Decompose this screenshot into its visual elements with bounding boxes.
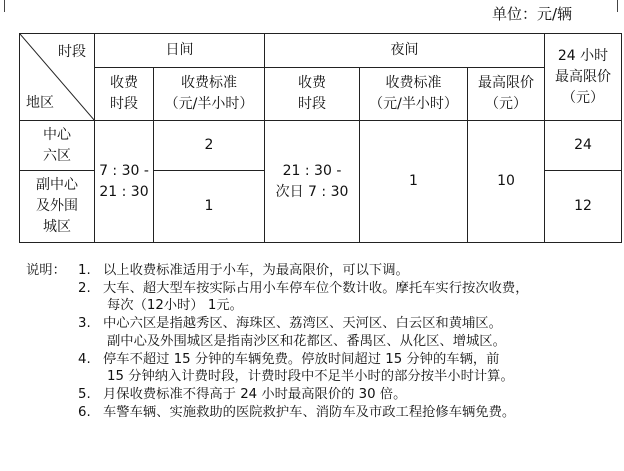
notes-section: [26, 262, 622, 421]
night-period-header-line: 收费: [298, 75, 326, 91]
note-item: [26, 386, 622, 404]
corner-region-label: 地区: [26, 95, 54, 111]
note-text: 车警车辆、实施救助的医院救护车、消防车及市政工程抢修车辆免费。: [103, 404, 516, 420]
region-outer: [20, 171, 95, 243]
region-outer-line: 副中心: [36, 177, 78, 193]
daily-cap-header-line: （元）: [562, 89, 604, 106]
note-item: [26, 351, 622, 369]
page-edge-mark-left: [4, 0, 5, 12]
note-number: 6.: [78, 404, 91, 420]
day-period-value: [95, 121, 154, 243]
note-text-continued: 副中心及外围城区是指南沙区和花都区、番禺区、从化区、增城区。: [107, 333, 506, 349]
note-number: 5.: [78, 386, 91, 402]
daily-cap-header: [545, 34, 622, 121]
day-rate-header-line: （元/半小时）: [164, 96, 254, 112]
unit-label: 单位：元/辆: [492, 5, 573, 23]
night-period-value-line: 21 : 30 -: [282, 162, 342, 179]
note-text: 大车、超大型车按实际占用小车停车位个数计收。摩托车实行按次收费，: [103, 280, 529, 296]
daily-cap-outer: 12: [545, 171, 622, 243]
night-period-header-line: 时段: [298, 96, 326, 112]
note-text: 以上收费标准适用于小车，为最高限价，可以下调。: [103, 263, 409, 278]
day-period-header-line: 收费: [110, 75, 138, 91]
night-rate-header-line: （元/半小时）: [369, 96, 458, 112]
day-period-header: [95, 68, 154, 121]
region-center: [20, 121, 95, 171]
daily-cap-header-line: 24 小时: [557, 47, 609, 64]
note-indent: [26, 280, 78, 298]
night-max-header-line: （元）: [485, 96, 527, 112]
night-period-value-line: 次日 7 : 30: [275, 183, 349, 200]
note-item: [26, 280, 622, 298]
daily-cap-header-line: 最高限价: [555, 68, 611, 85]
region-center-line: 六区: [43, 147, 71, 164]
day-rate-outer: 1: [154, 171, 265, 243]
note-text-continued: 15 分钟纳入计费时段，计费时段中不足半小时的部分按半小时计算。: [107, 369, 514, 385]
day-period-header-line: 时段: [110, 96, 138, 112]
page-edge-mark-right: [617, 0, 618, 12]
note-item: [26, 262, 622, 280]
night-rate-header-line: 收费标准: [385, 75, 442, 91]
note-number: 3.: [78, 316, 91, 332]
note-indent: [26, 351, 78, 369]
note-number: 1.: [78, 263, 91, 278]
night-rate-header: [360, 68, 468, 121]
day-rate-center: 2: [154, 121, 265, 171]
note-item: [26, 315, 622, 333]
note-indent: [26, 404, 78, 422]
note-text: 中心六区是指越秀区、海珠区、荔湾区、天河区、白云区和黄埔区。: [103, 316, 502, 332]
night-period-value: [265, 121, 360, 243]
note-number: 4.: [78, 351, 91, 367]
parking-fee-table: [19, 33, 622, 243]
night-rate-value: 1: [360, 121, 468, 243]
day-rate-header-line: 收费标准: [181, 75, 237, 91]
note-text: 停车不超过 15 分钟的车辆免费。停放时间超过 15 分钟的车辆，前: [103, 351, 500, 367]
notes-label: 说明：: [26, 263, 66, 278]
region-outer-line: 及外围: [36, 198, 78, 214]
day-rate-header: [154, 68, 265, 121]
note-text-continued: 每次（12小时） 1元。: [107, 298, 243, 314]
note-indent: [26, 386, 78, 404]
note-number: 2.: [78, 280, 91, 296]
night-max-header-line: 最高限价: [478, 75, 534, 91]
note-indent: [26, 315, 78, 333]
night-header: 夜间: [265, 34, 545, 68]
night-max-value: 10: [468, 121, 545, 243]
day-period-value-line: 7 : 30 -: [99, 162, 149, 179]
night-period-header: [265, 68, 360, 121]
corner-period-label: 时段: [58, 44, 86, 60]
note-text: 月保收费标准不得高于 24 小时最高限价的 30 倍。: [103, 386, 407, 402]
night-max-header: [468, 68, 545, 121]
day-header: 日间: [95, 34, 265, 68]
daily-cap-center: 24: [545, 121, 622, 171]
region-center-line: 中心: [43, 126, 71, 143]
table-corner-header: [20, 34, 95, 121]
region-outer-line: 城区: [43, 219, 71, 235]
note-item: [26, 404, 622, 422]
day-period-value-line: 21 : 30: [99, 183, 149, 200]
